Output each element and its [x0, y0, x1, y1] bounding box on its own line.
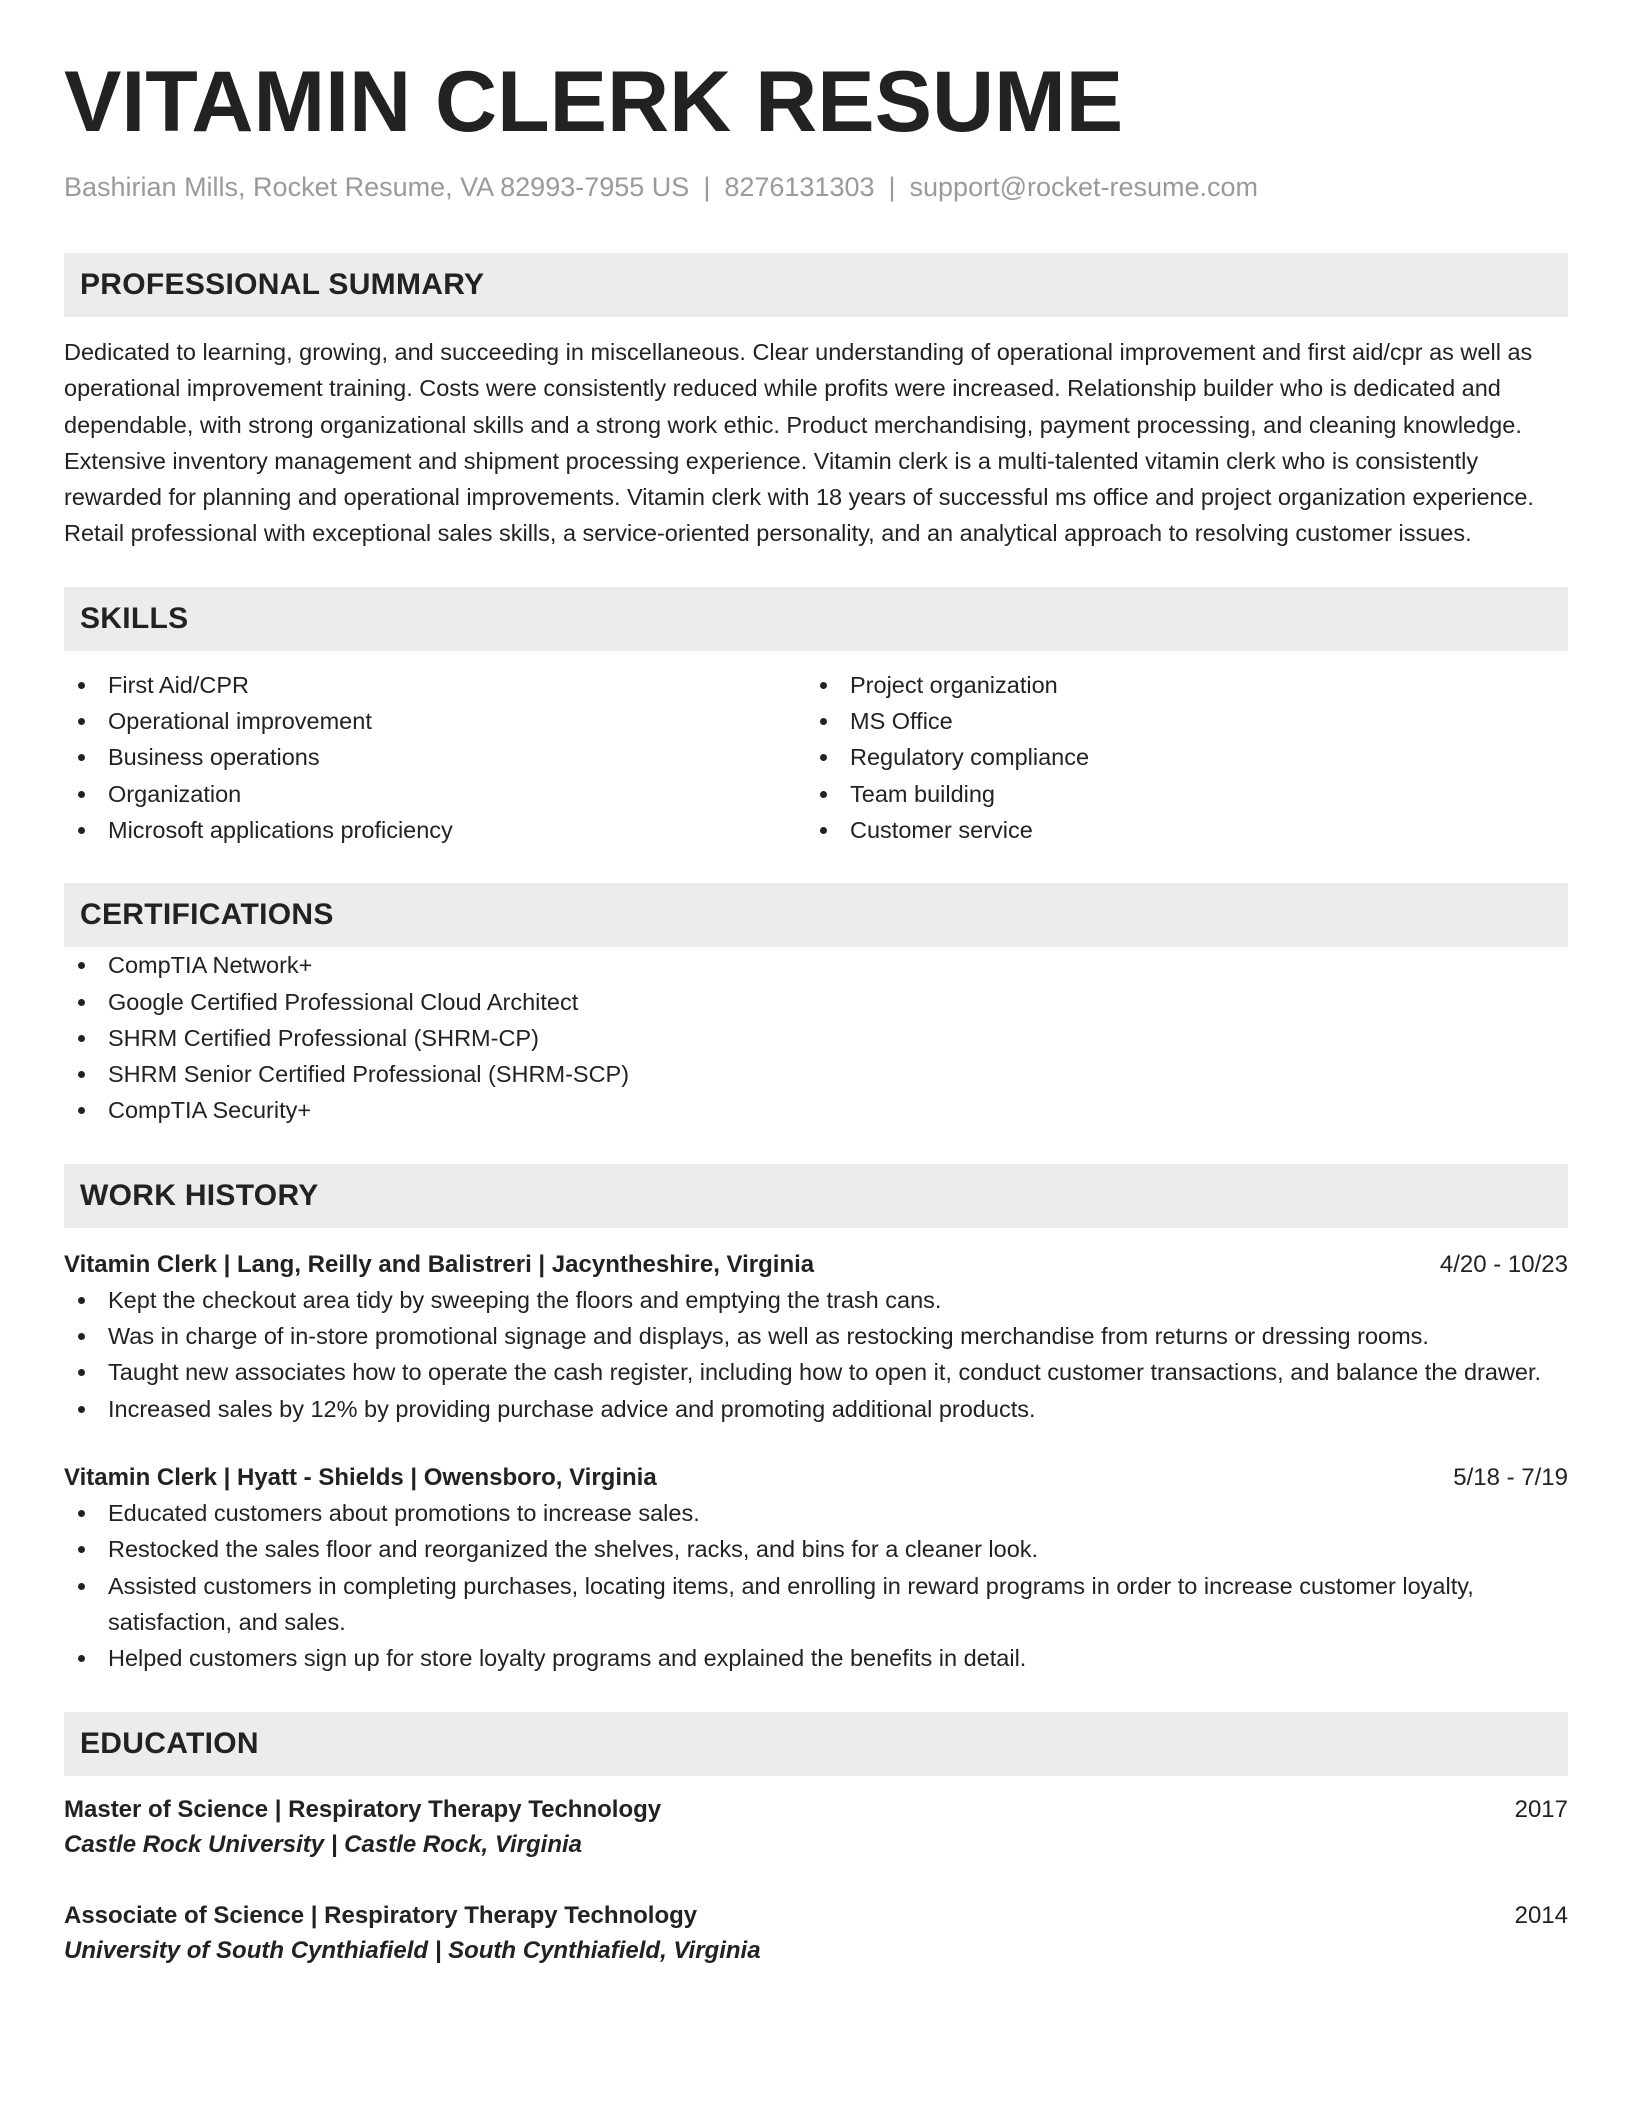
job-entry-header [64, 1248, 1568, 1282]
job-responsibility: Educated customers about promotions to increase sales. [64, 1495, 1568, 1531]
job-responsibility: Taught new associates how to operate the cash register, including how to open it, conduct customer transactions, and balance the drawer. [64, 1354, 1568, 1390]
skill-item: Team building [806, 776, 1548, 812]
education-entry-header [64, 1899, 1568, 1933]
contact-address: Bashirian Mills, Rocket Resume, VA 82993-7955 US [64, 172, 690, 202]
section-header-education: EDUCATION [64, 1712, 1568, 1776]
resume-title: VITAMIN CLERK RESUME [64, 54, 1124, 150]
job-responsibility: Helped customers sign up for store loyalty programs and explained the benefits in detail. [64, 1640, 1568, 1676]
summary-text: Dedicated to learning, growing, and succeeding in miscellaneous. Clear understanding of operational improvement and first aid/cpr as well as operational improvement training. Costs were consistently reduced while profits were increased. Relationship builder who is dedicated and dependable, with strong organizational skills and a strong work ethic. Product merchandising, payment processing, and cleaning knowledge. Extensive inventory management and shipment processing experience. Vitamin clerk is a multi-talented vitamin clerk who is consistently rewarded for planning and operational improvements. Vitamin clerk with 18 years of successful ms office and project organization experience. Retail professional with exceptional sales skills, a service-oriented personality, and an analytical approach to resolving customer issues. [64, 339, 1534, 547]
certification-item: CompTIA Security+ [64, 1092, 1568, 1128]
section-header-work-history: WORK HISTORY [64, 1164, 1568, 1228]
skill-item: Business operations [64, 739, 806, 775]
job-responsibility: Restocked the sales floor and reorganized the shelves, racks, and bins for a cleaner look. [64, 1531, 1568, 1567]
skill-item: First Aid/CPR [64, 667, 806, 703]
contact-line [64, 170, 1568, 204]
skills-list-right [806, 667, 1548, 848]
education-school: University of South Cynthiafield | South Cynthiafield, Virginia [64, 1937, 761, 1965]
contact-separator: | [703, 172, 711, 202]
job-dates: 5/18 - 7/19 [1453, 1463, 1568, 1491]
job-responsibility: Increased sales by 12% by providing purchase advice and promoting additional products. [64, 1391, 1568, 1427]
education-entry-header [64, 1793, 1568, 1827]
certifications-list [64, 947, 1568, 1128]
job-entry-header [64, 1461, 1568, 1495]
skill-item: MS Office [806, 703, 1548, 739]
skill-item: Customer service [806, 812, 1548, 848]
skill-item: Project organization [806, 667, 1548, 703]
education-degree: Associate of Science | Respiratory Therapy Technology [64, 1902, 698, 1930]
skill-item: Regulatory compliance [806, 739, 1548, 775]
job-responsibility: Assisted customers in completing purchases, locating items, and enrolling in reward programs in order to increase customer loyalty, satisfaction, and sales. [64, 1568, 1568, 1641]
education-degree: Master of Science | Respiratory Therapy Technology [64, 1796, 662, 1824]
skills-grid [64, 667, 1568, 848]
job-responsibility: Kept the checkout area tidy by sweeping the floors and emptying the trash cans. [64, 1282, 1568, 1318]
section-header-certifications: CERTIFICATIONS [64, 883, 1568, 947]
job-responsibilities-list [64, 1282, 1568, 1427]
skills-list-left [64, 667, 806, 848]
job-responsibilities-list [64, 1495, 1568, 1676]
job-responsibility: Was in charge of in-store promotional signage and displays, as well as restocking merchandise from returns or dressing rooms. [64, 1318, 1568, 1354]
job-dates: 4/20 - 10/23 [1439, 1250, 1568, 1278]
skills-column-right [806, 667, 1548, 848]
section-header-skills: SKILLS [64, 587, 1568, 651]
skill-item: Organization [64, 776, 806, 812]
job-title: Vitamin Clerk | Hyatt - Shields | Owensboro, Virginia [64, 1463, 657, 1491]
job-title: Vitamin Clerk | Lang, Reilly and Balistreri | Jacyntheshire, Virginia [64, 1250, 815, 1278]
education-year: 2017 [1514, 1796, 1568, 1824]
certification-item: SHRM Certified Professional (SHRM-CP) [64, 1020, 1568, 1056]
section-header-summary: PROFESSIONAL SUMMARY [64, 253, 1568, 317]
certification-item: Google Certified Professional Cloud Architect [64, 984, 1568, 1020]
education-school: Castle Rock University | Castle Rock, Virginia [64, 1831, 583, 1859]
skills-column-left [64, 667, 806, 848]
certification-item: CompTIA Network+ [64, 947, 1568, 983]
skill-item: Operational improvement [64, 703, 806, 739]
education-year: 2014 [1514, 1902, 1568, 1930]
contact-email: support@rocket-resume.com [909, 172, 1259, 202]
contact-separator: | [888, 172, 896, 202]
contact-phone: 8276131303 [724, 172, 875, 202]
certification-item: SHRM Senior Certified Professional (SHRM-SCP) [64, 1056, 1568, 1092]
skill-item: Microsoft applications proficiency [64, 812, 806, 848]
